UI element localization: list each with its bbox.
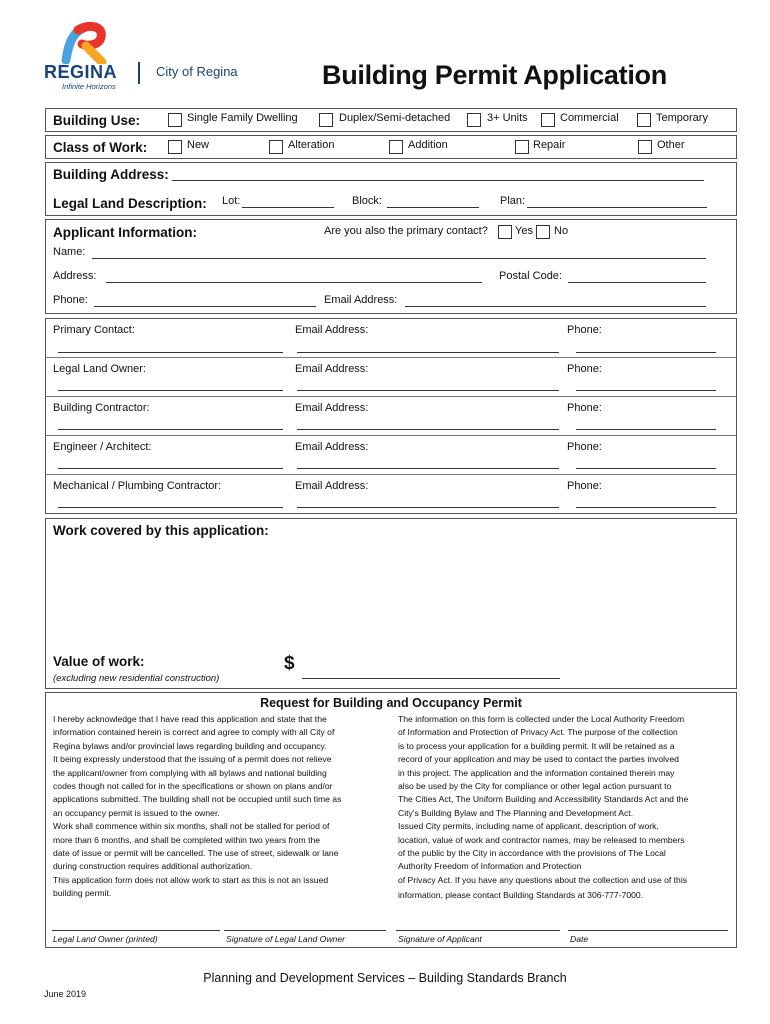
org-name: City of Regina [156,64,238,79]
contact-name-field[interactable] [58,507,283,508]
contact-role-label: Engineer / Architect: [53,441,152,453]
checkbox-repair[interactable] [515,140,529,154]
text-line: more than 6 months, and shall be completed within two years from the [53,834,321,845]
date-field[interactable] [568,930,728,931]
postal-code-label: Postal Code: [499,270,562,282]
acknowledgement-text [53,713,395,901]
address-label: Address: [53,270,97,282]
label-temporary: Temporary [656,112,708,124]
regina-r-logo-icon [58,20,114,64]
text-line: It being expressly understood that the issuing of a permit does not relieve [53,754,332,765]
contact-email-field[interactable] [297,352,559,353]
name-label: Name: [53,246,86,258]
contact-name-field[interactable] [58,352,283,353]
text-line: Regina bylaws and/or provincial laws regarding building and occupancy. [53,740,327,751]
contact-email-field[interactable] [297,468,559,469]
contact-phone-label: Phone: [567,324,602,336]
building-use-box [45,108,737,132]
text-line: building permit. [53,888,112,899]
block-label: Block: [352,195,382,207]
owner-printed-field[interactable] [52,930,220,931]
checkbox-single-family[interactable] [168,113,182,127]
owner-printed-caption: Legal Land Owner (printed) [53,934,158,944]
label-3-units: 3+ Units [487,112,528,124]
work-description-area[interactable] [53,543,729,647]
text-line: codes though not called for in the specifications or shown on plans and/or [53,781,333,792]
legal-land-label: Legal Land Description: [53,196,207,211]
contact-role-label: Primary Contact: [53,324,135,336]
label-duplex: Duplex/Semi-detached [339,112,451,124]
checkbox-alteration[interactable] [269,140,283,154]
footer-branch: Planning and Development Services – Building Standards Branch [203,971,567,985]
contact-role-label: Mechanical / Plumbing Contractor: [53,480,222,492]
text-line: is to process your application for a building permit. It will be retained as a [398,740,675,751]
checkbox-new[interactable] [168,140,182,154]
contact-row [46,397,736,436]
building-use-label: Building Use: [53,113,140,128]
logo-wordmark: REGINA [44,62,118,82]
text-line: City's Building Bylaw and The Planning and Development Act. [398,807,634,818]
city-logo [44,20,134,92]
owner-signature-field[interactable] [224,930,386,931]
label-alteration: Alteration [288,139,335,151]
checkbox-addition[interactable] [389,140,403,154]
contact-role-label: Legal Land Owner: [53,363,146,375]
contact-email-label: Email Address: [295,363,369,375]
name-field[interactable] [92,258,706,259]
text-line: information contained herein is correct and agree to comply with all City of [53,727,335,738]
footer-date: June 2019 [44,989,87,999]
text-line: The information on this form is collected under the Local Authority Freedom [398,714,685,724]
request-heading: Request for Building and Occupancy Permit [260,696,522,710]
contact-phone-field[interactable] [576,507,716,508]
postal-code-field[interactable] [568,282,706,283]
logo-tagline: Infinite Horizons [62,82,116,91]
value-of-work-label: Value of work: [53,654,145,669]
contact-row [46,475,736,513]
text-line: of the public by the City in accordance with the provisions of The Local [398,848,666,859]
label-no: No [554,225,569,237]
text-line: information, please contact Building Standards at 306-777-7000. [398,890,644,901]
text-line: I hereby acknowledge that I have read this application and state that the [53,714,327,724]
label-addition: Addition [408,139,448,151]
contact-email-field[interactable] [297,390,559,391]
contact-phone-field[interactable] [576,352,716,353]
contact-phone-field[interactable] [576,429,716,430]
text-line: an occupancy permit is issued to the owner. [53,807,220,818]
contact-email-label: Email Address: [295,324,369,336]
text-line: Authority Freedom of Information and Protection [398,861,582,872]
class-of-work-box [45,135,737,159]
text-line: during construction requires additional authorization. [53,861,253,872]
text-line: location, value of work and contractor names, may be released to members [398,834,685,845]
contact-row [46,319,736,358]
label-commercial: Commercial [560,112,619,124]
checkbox-temporary[interactable] [637,113,651,127]
checkbox-no[interactable] [536,225,550,239]
checkbox-yes[interactable] [498,225,512,239]
text-line: in this project. The application and the information contained therein may [398,767,675,778]
label-single-family: Single Family Dwelling [187,112,298,124]
building-address-label: Building Address: [53,167,169,182]
text-line: Work shall commence within six months, shall not be stalled for period of [53,821,330,832]
privacy-text [398,713,734,903]
contact-email-field[interactable] [297,429,559,430]
contact-row [46,436,736,475]
applicant-box [45,219,737,314]
email-field[interactable] [405,306,706,307]
phone-label: Phone: [53,294,88,306]
contact-phone-label: Phone: [567,441,602,453]
contact-phone-label: Phone: [567,363,602,375]
contact-role-label: Building Contractor: [53,402,150,414]
text-line: of Information and Protection of Privacy Act. The purpose of the collection [398,727,678,738]
text-line: This application form does not allow work to start as this is not an issued [53,874,329,885]
phone-field[interactable] [94,306,316,307]
header-divider [138,62,140,84]
checkbox-3-units[interactable] [467,113,481,127]
owner-signature-caption: Signature of Legal Land Owner [226,934,345,944]
block-field[interactable] [387,207,479,208]
request-box [45,692,737,948]
contact-phone-field[interactable] [576,390,716,391]
primary-contact-question: Are you also the primary contact? [324,225,488,237]
value-note: (excluding new residential construction) [53,673,220,684]
contact-name-field[interactable] [58,390,283,391]
applicant-heading: Applicant Information: [53,225,197,240]
lot-field[interactable] [242,207,334,208]
contact-name-field[interactable] [58,429,283,430]
label-repair: Repair [533,139,566,151]
address-field[interactable] [106,282,482,283]
contact-email-label: Email Address: [295,402,369,414]
email-label: Email Address: [324,294,398,306]
work-box [45,518,737,689]
checkbox-commercial[interactable] [541,113,555,127]
text-line: of Privacy Act. If you have any questions about the collection and use of this [398,874,688,885]
contact-row [46,358,736,397]
plan-field[interactable] [527,207,707,208]
value-field[interactable] [302,678,560,679]
text-line: applications submitted. The building shall not be occupied until such time as [53,794,342,805]
contact-email-label: Email Address: [295,441,369,453]
contact-phone-label: Phone: [567,480,602,492]
text-line: the applicant/owner from complying with all bylaws and national building [53,767,327,778]
text-line: also be used by the City for compliance or other legal action pursuant to [398,781,672,792]
contact-email-field[interactable] [297,507,559,508]
checkbox-duplex[interactable] [319,113,333,127]
contact-phone-field[interactable] [576,468,716,469]
plan-label: Plan: [500,195,526,207]
label-yes: Yes [515,225,533,237]
text-line: date of issue or permit will be cancelled. The use of street, sidewalk or lane [53,848,339,859]
checkbox-other[interactable] [638,140,652,154]
class-of-work-label: Class of Work: [53,140,148,155]
lot-label: Lot: [222,195,241,207]
text-line: record of your application and may be used to contact the parties involved [398,754,679,765]
text-line: The Cities Act, The Uniform Building and Accessibility Standards Act and the [398,794,689,805]
label-new: New [187,139,210,151]
contact-email-label: Email Address: [295,480,369,492]
work-heading: Work covered by this application: [53,523,269,538]
applicant-signature-field[interactable] [396,930,560,931]
address-box [45,162,737,216]
building-address-field[interactable] [172,180,704,181]
form-title: Building Permit Application [322,60,667,90]
contacts-box [45,318,737,514]
text-line: Issued City permits, including name of applicant, description of work, [398,821,659,832]
applicant-signature-caption: Signature of Applicant [398,934,482,944]
date-caption: Date [570,934,589,944]
currency-symbol: $ [284,653,295,674]
contact-name-field[interactable] [58,468,283,469]
label-other: Other [657,139,685,151]
contact-phone-label: Phone: [567,402,602,414]
